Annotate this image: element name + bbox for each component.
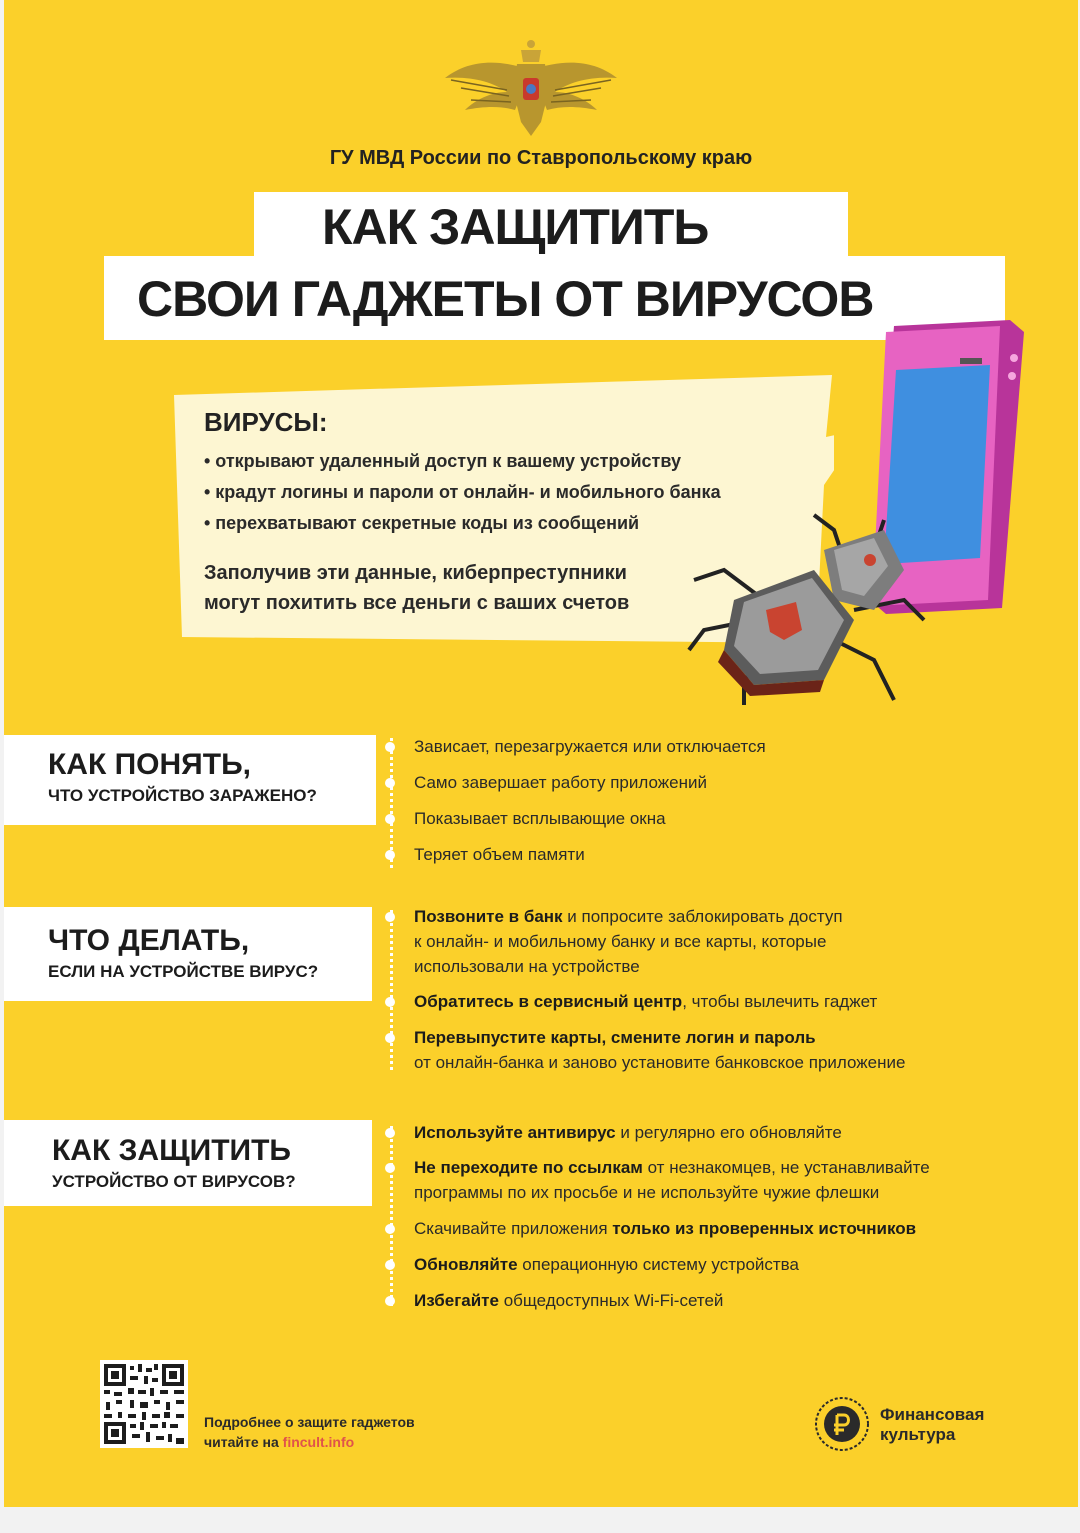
more-info-prefix: читайте на [204, 1434, 283, 1450]
viruses-list-item: • перехватывают секретные коды из сообщений [204, 513, 640, 533]
what-to-do-item-bold: Обратитесь в сервисный центр [414, 992, 683, 1011]
mvd-emblem-icon [441, 30, 621, 140]
bullet-dot [385, 850, 395, 860]
dotted-divider [390, 738, 393, 868]
viruses-list-item: • открывают удаленный доступ к вашему устройству [204, 451, 681, 471]
bullet-dot [385, 997, 395, 1007]
bullet-dot [385, 1033, 395, 1043]
protect-item [414, 1155, 930, 1205]
question-what-to-do-subtitle: ЕСЛИ НА УСТРОЙСТВЕ ВИРУС? [48, 962, 319, 981]
bullet-dot [385, 814, 395, 824]
what-to-do-item-line3: использовали на устройстве [414, 957, 640, 976]
protect-item [414, 1120, 842, 1145]
brand-line1: Финансовая [880, 1405, 985, 1424]
page-title-line1: КАК ЗАЩИТИТЬ [322, 199, 709, 255]
qr-code[interactable] [100, 1360, 188, 1448]
protect-item [414, 1252, 799, 1277]
what-to-do-item-bold: Перевыпустите карты, смените логин и пароль [414, 1028, 816, 1047]
what-to-do-item [414, 989, 877, 1014]
what-to-do-item [414, 904, 843, 979]
bullet-dot [385, 912, 395, 922]
protect-item-text: и регулярно его обновляйте [615, 1123, 842, 1142]
protect-item [414, 1288, 723, 1313]
question-protect-subtitle: УСТРОЙСТВО ОТ ВИРУСОВ? [52, 1172, 296, 1191]
what-to-do-item [414, 1025, 905, 1075]
dotted-divider [390, 910, 393, 1070]
protect-item-text: Скачивайте приложения [414, 1219, 613, 1238]
protect-item-text: от незнакомцев, не устанавливайте [642, 1158, 930, 1177]
protect-item-bold: Избегайте [414, 1291, 499, 1310]
infected-sign-item: Теряет объем памяти [414, 845, 585, 864]
protect-item-text: операционную систему устройства [517, 1255, 799, 1274]
bullet-dot [385, 1296, 395, 1306]
protect-item-text: общедоступных Wi-Fi-сетей [498, 1291, 724, 1310]
viruses-summary-line1: Заполучив эти данные, киберпреступники [204, 562, 627, 584]
protect-item-bold: только из проверенных источников [612, 1219, 917, 1238]
bullet-dot [385, 1128, 395, 1138]
bullet-dot [385, 742, 395, 752]
what-to-do-item-line2: от онлайн-банка и заново установите банковское приложение [414, 1053, 906, 1072]
bullet-dot [385, 1163, 395, 1173]
what-to-do-item-text: , чтобы вылечить гаджет [682, 992, 878, 1011]
brand-line2: культура [880, 1425, 956, 1444]
organization-name: ГУ МВД России по Ставропольскому краю [329, 147, 753, 169]
viruses-heading: ВИРУСЫ: [204, 407, 328, 437]
more-info-line1: Подробнее о защите гаджетов [204, 1414, 415, 1430]
dotted-divider [390, 1126, 393, 1306]
viruses-list [204, 450, 721, 543]
protect-item [414, 1216, 916, 1241]
protect-item-bold: Не переходите по ссылкам [414, 1158, 643, 1177]
more-info-text [204, 1412, 415, 1452]
protect-item-line2: программы по их просьбе и не используйте чужие флешки [414, 1183, 880, 1202]
what-to-do-item-line2: к онлайн- и мобильному банку и все карты, которые [414, 932, 827, 951]
bullet-dot [385, 778, 395, 788]
viruses-summary-line2: могут похитить все деньги с ваших счетов [204, 592, 630, 614]
page-title-line2: СВОИ ГАДЖЕТЫ ОТ ВИРУСОВ [137, 271, 874, 327]
viruses-list-item: • крадут логины и пароли от онлайн- и мобильного банка [204, 482, 721, 502]
poster [4, 0, 1078, 1507]
fincult-link[interactable]: fincult.info [282, 1434, 355, 1450]
question-infected-title: КАК ПОНЯТЬ, [48, 748, 251, 781]
protect-item-bold: Используйте антивирус [414, 1123, 616, 1142]
bullet-dot [385, 1260, 395, 1270]
what-to-do-item-bold: Позвоните в банк [414, 907, 563, 926]
infected-sign-item: Зависает, перезагружается или отключается [414, 737, 766, 756]
question-protect-title: КАК ЗАЩИТИТЬ [52, 1134, 291, 1167]
question-what-to-do-title: ЧТО ДЕЛАТЬ, [48, 924, 250, 957]
financial-culture-logo-icon [812, 1394, 872, 1454]
question-infected-subtitle: ЧТО УСТРОЙСТВО ЗАРАЖЕНО? [48, 786, 317, 805]
bullet-dot [385, 1224, 395, 1234]
infected-sign-item: Само завершает работу приложений [414, 773, 707, 792]
protect-item-bold: Обновляйте [414, 1255, 518, 1274]
infected-sign-item: Показывает всплывающие окна [414, 809, 666, 828]
financial-culture-brand [880, 1405, 984, 1445]
what-to-do-item-text: и попросите заблокировать доступ [562, 907, 843, 926]
viruses-summary [204, 558, 629, 618]
virus-bug-illustration [684, 510, 934, 710]
